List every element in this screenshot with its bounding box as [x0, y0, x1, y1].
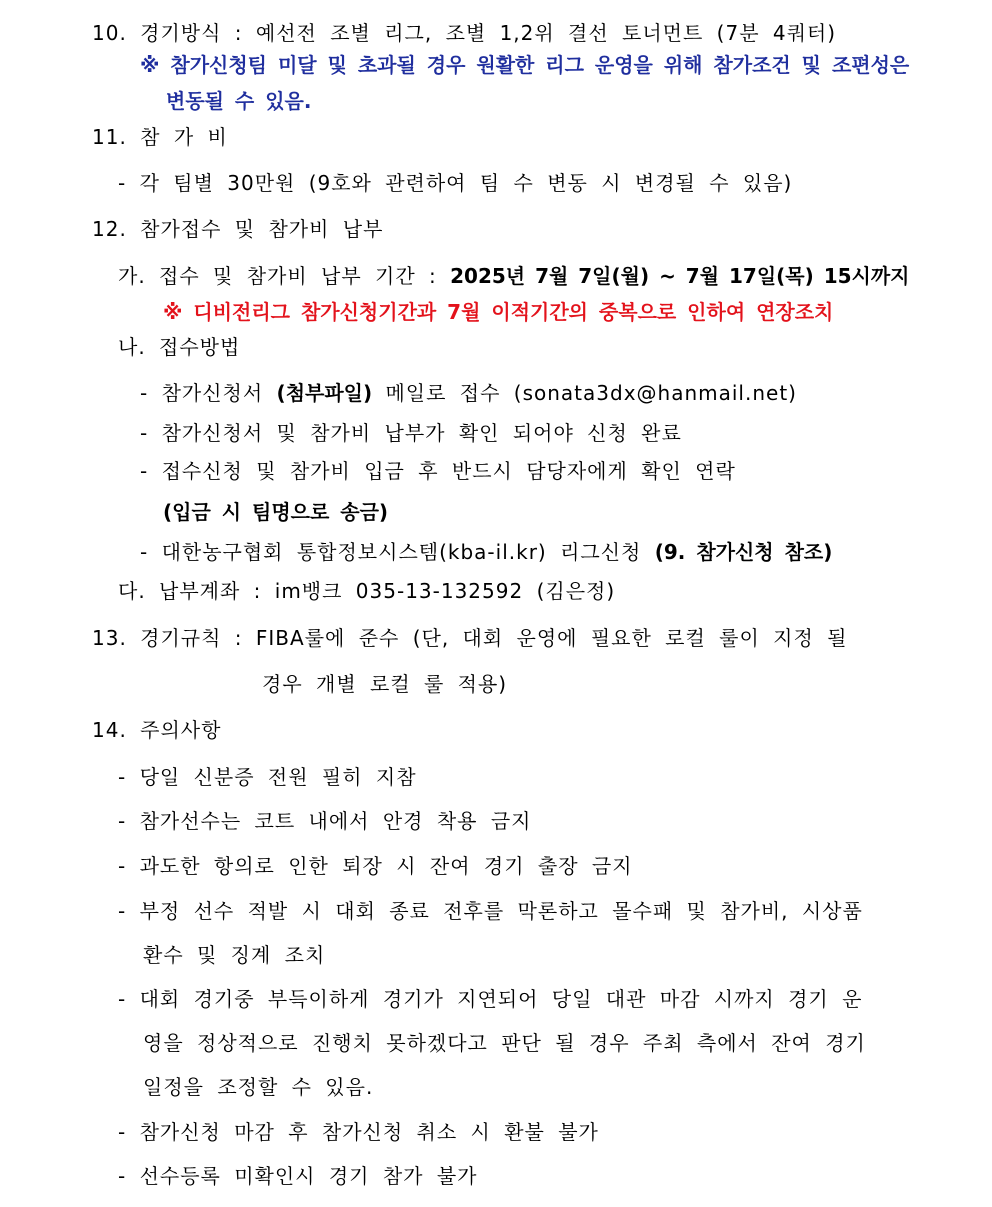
section-12-na-item-3-cont: (입금 시 팀명으로 송금) — [163, 500, 389, 524]
na1-text-post: 메일로 접수 (sonata3dx@hanmail.net) — [372, 381, 797, 405]
section-12-heading: 12. 참가접수 및 참가비 납부 — [92, 217, 384, 241]
section-10-note-line2: 변동될 수 있음. — [166, 89, 312, 113]
section-14-item-cont: 영을 정상적으로 진행치 못하겠다고 판단 될 경우 주최 측에서 잔여 경기 — [143, 1031, 866, 1055]
section-14-item-cont: 일정을 조정할 수 있음. — [143, 1075, 374, 1099]
section-12-na-item-4 — [140, 539, 832, 565]
section-13-cont: 경우 개별 로컬 룰 적용) — [262, 672, 508, 696]
na1-text-bold: (첨부파일) — [276, 381, 373, 405]
section-14-item: - 과도한 항의로 인한 퇴장 시 잔여 경기 출장 금지 — [118, 854, 633, 878]
section-12-na-item-1 — [140, 380, 797, 406]
section-11-heading: 11. 참 가 비 — [92, 125, 228, 149]
section-12-na-item-2: - 참가신청서 및 참가비 납부가 확인 되어야 신청 완료 — [140, 421, 682, 445]
section-14-item: - 선수등록 미확인시 경기 참가 불가 — [118, 1164, 478, 1188]
section-12-ga — [118, 263, 910, 289]
section-12-ga-period: 2025년 7월 7일(월) ~ 7월 17일(목) 15시까지 — [450, 264, 910, 288]
section-13-heading: 13. 경기규칙 : FIBA룰에 준수 (단, 대회 운영에 필요한 로컬 룰이 지정 될 — [92, 626, 848, 650]
section-14-item: - 부정 선수 적발 시 대회 종료 전후를 막론하고 몰수패 및 참가비, 시상품 — [118, 899, 863, 923]
section-11-item: - 각 팀별 30만원 (9호와 관련하여 팀 수 변동 시 변경될 수 있음) — [118, 171, 793, 195]
section-14-item-cont: 환수 및 징계 조치 — [143, 943, 326, 967]
section-10-note-line1: ※ 참가신청팀 미달 및 초과될 경우 원활한 리그 운영을 위해 참가조건 및 조편성은 — [140, 53, 910, 77]
na4-text-pre: - 대한농구협회 통합정보시스템(kba-il.kr) 리그신청 — [140, 540, 655, 564]
section-12-da: 다. 납부계좌 : im뱅크 035-13-132592 (김은정) — [118, 579, 616, 603]
section-14-item: - 대회 경기중 부득이하게 경기가 지연되어 당일 대관 마감 시까지 경기 운 — [118, 987, 863, 1011]
section-14-heading: 14. 주의사항 — [92, 718, 222, 742]
section-14-item: - 참가선수는 코트 내에서 안경 착용 금지 — [118, 809, 532, 833]
section-12-na-item-3: - 접수신청 및 참가비 입금 후 반드시 담당자에게 확인 연락 — [140, 459, 736, 483]
na4-text-bold: (9. 참가신청 참조) — [654, 540, 833, 564]
na1-text-pre: - 참가신청서 — [140, 381, 277, 405]
section-14-item: - 참가신청 마감 후 참가신청 취소 시 환불 불가 — [118, 1120, 599, 1144]
section-10-heading: 10. 경기방식 : 예선전 조별 리그, 조별 1,2위 결선 토너먼트 (7분 4쿼터) — [92, 21, 837, 45]
section-12-na-heading: 나. 접수방법 — [118, 335, 241, 359]
section-14-item: - 당일 신분증 전원 필히 지참 — [118, 765, 417, 789]
section-12-ga-note: ※ 디비전리그 참가신청기간과 7월 이적기간의 중복으로 인하여 연장조치 — [163, 300, 834, 324]
section-12-ga-prefix: 가. 접수 및 참가비 납부 기간 : — [118, 264, 451, 288]
